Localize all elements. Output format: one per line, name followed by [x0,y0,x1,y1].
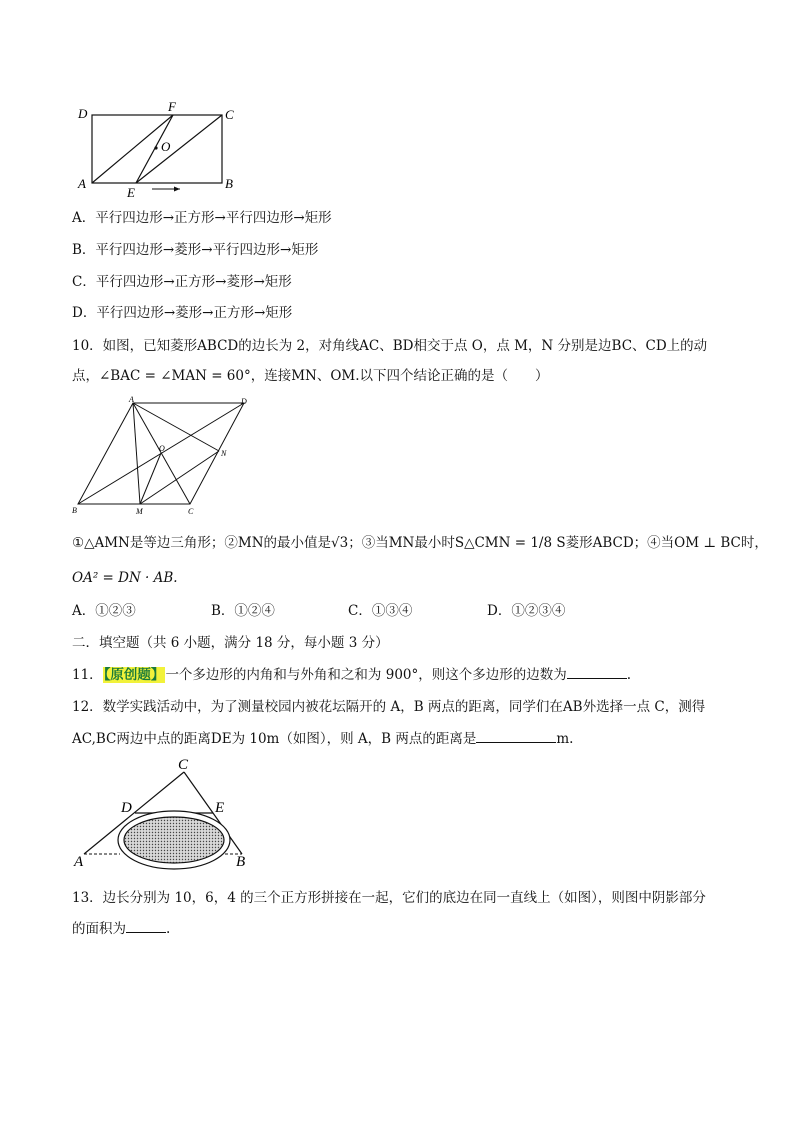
q13-line1: 13．边长分别为 10，6，4 的三个正方形拼接在一起，它们的底边在同一直线上（如图），则图中阴影部分 [72,890,706,906]
q9-option-b: B．平行四边形→菱形→平行四边形→矩形 [72,242,319,258]
q12-line1: 12．数学实践活动中，为了测量校园内被花坛隔开的 A，B 两点的距离，同学们在AB外选择一点 C，测得 [72,699,706,715]
label-D: D [78,106,88,121]
label-C: C [225,107,234,122]
label-A: A [74,854,84,870]
q11: 11．【原创题】一个多边形的内角和与外角和之和为 900°，则这个多边形的边数为 . [72,667,632,683]
q13-answer-blank[interactable] [126,920,166,933]
label-E: E [215,800,225,816]
q13-line2: 的面积为 . [72,921,171,937]
label-B: B [225,176,233,191]
label-D: D [241,397,247,406]
q10-option-b: B．①②④ [211,603,275,619]
label-N: N [221,449,227,458]
q10-option-a: A．①②③ [72,603,136,619]
q10-figure [66,394,258,516]
label-A: A [129,395,134,404]
q9-option-c: C．平行四边形→正方形→菱形→矩形 [72,274,292,290]
q10-line1: 10．如图，已知菱形ABCD的边长为 2，对角线AC、BD相交于点 O，点 M，N 分别是边BC、CD上的动 [72,338,708,354]
q10-line2: 点，∠BAC = ∠MAN = 60°，连接MN、OM.以下四个结论正确的是（ ） [72,368,549,384]
q11-answer-blank[interactable] [567,666,627,679]
q10-statement1: ①△AMN是等边三角形；②MN的最小值是√3；③当MN最小时S△CMN = 1/8 S菱形ABCD；④当OM ⊥ BC时， [72,535,768,551]
label-A: A [78,176,86,191]
label-C: C [178,757,189,773]
label-E: E [127,185,135,200]
section-heading: 二．填空题（共 6 小题，满分 18 分，每小题 3 分） [72,635,389,651]
original-question-badge: 【原创题】 [103,667,165,683]
label-B: B [236,854,246,870]
q9-figure [72,98,252,202]
label-O: O [161,139,171,154]
label-B: B [72,506,77,515]
q12-figure [70,756,260,872]
label-O: O [159,444,165,453]
q12-answer-blank[interactable] [476,730,556,743]
label-D: D [121,800,132,816]
q9-option-a: A．平行四边形→正方形→平行四边形→矩形 [72,210,332,226]
q10-option-c: C．①③④ [348,603,413,619]
q11-number: 11． [72,667,103,683]
label-C: C [188,507,194,516]
q9-option-d: D．平行四边形→菱形→正方形→矩形 [72,305,293,321]
q12-line2: AC,BC两边中点的距离DE为 10m（如图），则 A，B 两点的距离是 m. [72,731,574,747]
label-F: F [168,99,176,114]
q10-statement2: OA² = DN · AB. [72,570,178,586]
label-M: M [136,507,143,516]
q11-text: 一个多边形的内角和与外角和之和为 900°，则这个多边形的边数为 [165,667,567,683]
q10-option-d: D．①②③④ [487,603,566,619]
